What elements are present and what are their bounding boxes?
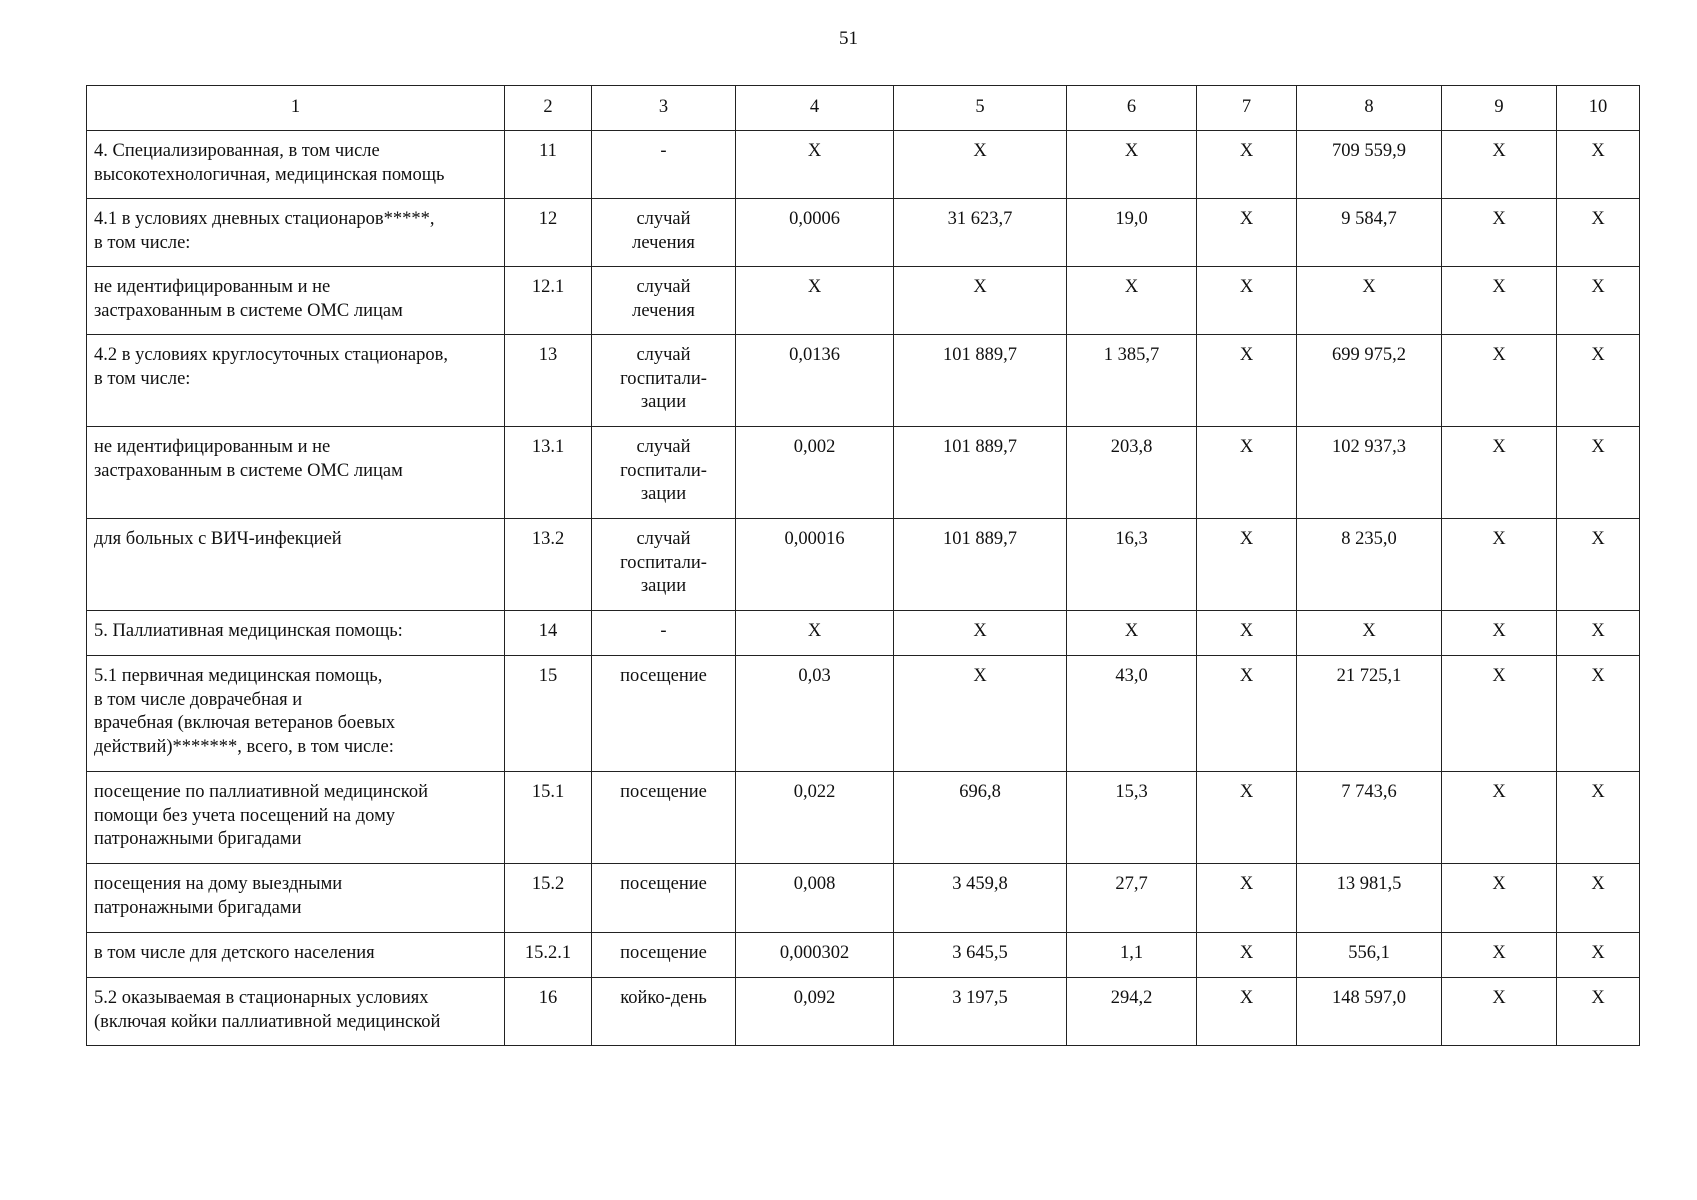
row-unit: посещение	[592, 933, 736, 978]
column-header: 2	[505, 86, 592, 131]
table-row	[87, 199, 1640, 267]
cell-col-9: X	[1442, 519, 1557, 611]
table-row	[87, 131, 1640, 199]
row-unit: случай госпитали- зации	[592, 335, 736, 427]
row-name: 5.2 оказываемая в стационарных условиях (включая койки паллиативной медицинской	[87, 978, 505, 1046]
column-header: 1	[87, 86, 505, 131]
column-header: 8	[1297, 86, 1442, 131]
cell-col-10: X	[1557, 656, 1640, 772]
cell-col-9: X	[1442, 772, 1557, 864]
cell-col-8: X	[1297, 267, 1442, 335]
cell-col-7: X	[1197, 199, 1297, 267]
row-code: 15.2	[505, 864, 592, 933]
table-row	[87, 772, 1640, 864]
cell-col-10: X	[1557, 199, 1640, 267]
cell-col-6: 16,3	[1067, 519, 1197, 611]
row-code: 15.2.1	[505, 933, 592, 978]
table-row	[87, 611, 1640, 656]
cell-col-9: X	[1442, 611, 1557, 656]
row-code: 16	[505, 978, 592, 1046]
row-code: 12	[505, 199, 592, 267]
row-name: посещение по паллиативной медицинской помощи без учета посещений на дому патронажными бригадами	[87, 772, 505, 864]
row-name: 5. Паллиативная медицинская помощь:	[87, 611, 505, 656]
cell-col-4: 0,022	[736, 772, 894, 864]
cell-col-8: 8 235,0	[1297, 519, 1442, 611]
row-unit: случай госпитали- зации	[592, 519, 736, 611]
cell-col-10: X	[1557, 864, 1640, 933]
cell-col-6: 27,7	[1067, 864, 1197, 933]
cell-col-5: X	[894, 131, 1067, 199]
row-unit: случай лечения	[592, 267, 736, 335]
row-name: для больных с ВИЧ-инфекцией	[87, 519, 505, 611]
cell-col-10: X	[1557, 611, 1640, 656]
row-name: 4.2 в условиях круглосуточных стационаров, в том числе:	[87, 335, 505, 427]
cell-col-5: 101 889,7	[894, 335, 1067, 427]
row-unit: случай лечения	[592, 199, 736, 267]
table-row	[87, 267, 1640, 335]
cell-col-6: X	[1067, 267, 1197, 335]
row-name: 4.1 в условиях дневных стационаров*****, в том числе:	[87, 199, 505, 267]
row-code: 12.1	[505, 267, 592, 335]
cell-col-5: 696,8	[894, 772, 1067, 864]
table-row	[87, 933, 1640, 978]
cell-col-7: X	[1197, 131, 1297, 199]
cell-col-4: 0,002	[736, 427, 894, 519]
cell-col-4: X	[736, 611, 894, 656]
cell-col-4: 0,000302	[736, 933, 894, 978]
cell-col-8: 21 725,1	[1297, 656, 1442, 772]
cell-col-7: X	[1197, 933, 1297, 978]
row-code: 13.1	[505, 427, 592, 519]
page-number: 51	[839, 28, 858, 49]
cell-col-8: 709 559,9	[1297, 131, 1442, 199]
cell-col-6: 15,3	[1067, 772, 1197, 864]
cell-col-8: 7 743,6	[1297, 772, 1442, 864]
cell-col-9: X	[1442, 656, 1557, 772]
cell-col-6: 294,2	[1067, 978, 1197, 1046]
cell-col-9: X	[1442, 267, 1557, 335]
cell-col-5: 3 459,8	[894, 864, 1067, 933]
cell-col-10: X	[1557, 978, 1640, 1046]
cell-col-6: 1,1	[1067, 933, 1197, 978]
cell-col-4: 0,008	[736, 864, 894, 933]
cell-col-4: X	[736, 267, 894, 335]
cell-col-10: X	[1557, 772, 1640, 864]
cell-col-7: X	[1197, 427, 1297, 519]
cell-col-4: 0,092	[736, 978, 894, 1046]
column-header: 4	[736, 86, 894, 131]
cell-col-8: X	[1297, 611, 1442, 656]
row-code: 13.2	[505, 519, 592, 611]
cell-col-10: X	[1557, 131, 1640, 199]
cell-col-5: 101 889,7	[894, 427, 1067, 519]
cell-col-9: X	[1442, 131, 1557, 199]
column-header: 7	[1197, 86, 1297, 131]
cell-col-9: X	[1442, 864, 1557, 933]
cell-col-9: X	[1442, 199, 1557, 267]
table-row	[87, 978, 1640, 1046]
cell-col-5: X	[894, 611, 1067, 656]
cell-col-6: 43,0	[1067, 656, 1197, 772]
cell-col-8: 13 981,5	[1297, 864, 1442, 933]
column-header: 3	[592, 86, 736, 131]
cell-col-9: X	[1442, 427, 1557, 519]
cell-col-7: X	[1197, 656, 1297, 772]
row-name: 4. Специализированная, в том числе высокотехнологичная, медицинская помощь	[87, 131, 505, 199]
row-unit: посещение	[592, 772, 736, 864]
cell-col-8: 699 975,2	[1297, 335, 1442, 427]
cell-col-4: 0,0136	[736, 335, 894, 427]
column-header: 6	[1067, 86, 1197, 131]
cell-col-5: 101 889,7	[894, 519, 1067, 611]
cell-col-7: X	[1197, 864, 1297, 933]
cell-col-6: X	[1067, 131, 1197, 199]
cell-col-7: X	[1197, 267, 1297, 335]
row-code: 14	[505, 611, 592, 656]
cell-col-8: 9 584,7	[1297, 199, 1442, 267]
cell-col-10: X	[1557, 335, 1640, 427]
cell-col-10: X	[1557, 519, 1640, 611]
row-name: в том числе для детского населения	[87, 933, 505, 978]
cell-col-5: X	[894, 267, 1067, 335]
row-unit: случай госпитали- зации	[592, 427, 736, 519]
cell-col-10: X	[1557, 267, 1640, 335]
cell-col-8: 148 597,0	[1297, 978, 1442, 1046]
cell-col-9: X	[1442, 933, 1557, 978]
row-code: 11	[505, 131, 592, 199]
cell-col-8: 102 937,3	[1297, 427, 1442, 519]
cell-col-7: X	[1197, 611, 1297, 656]
row-code: 15	[505, 656, 592, 772]
cell-col-5: 3 197,5	[894, 978, 1067, 1046]
row-name: не идентифицированным и не застрахованным в системе ОМС лицам	[87, 267, 505, 335]
cell-col-7: X	[1197, 978, 1297, 1046]
row-code: 15.1	[505, 772, 592, 864]
cell-col-7: X	[1197, 519, 1297, 611]
cell-col-4: 0,00016	[736, 519, 894, 611]
row-name: 5.1 первичная медицинская помощь, в том числе доврачебная и врачебная (включая ветеранов боевых действий)*******, всего, в том числе:	[87, 656, 505, 772]
cell-col-10: X	[1557, 427, 1640, 519]
cell-col-4: X	[736, 131, 894, 199]
row-unit: койко-день	[592, 978, 736, 1046]
cell-col-6: 1 385,7	[1067, 335, 1197, 427]
row-unit: -	[592, 611, 736, 656]
column-header: 5	[894, 86, 1067, 131]
cell-col-7: X	[1197, 335, 1297, 427]
cell-col-9: X	[1442, 335, 1557, 427]
cell-col-4: 0,0006	[736, 199, 894, 267]
cell-col-7: X	[1197, 772, 1297, 864]
cell-col-5: 31 623,7	[894, 199, 1067, 267]
row-unit: -	[592, 131, 736, 199]
cell-col-6: 19,0	[1067, 199, 1197, 267]
table-row	[87, 864, 1640, 933]
cell-col-6: 203,8	[1067, 427, 1197, 519]
cell-col-4: 0,03	[736, 656, 894, 772]
row-name: не идентифицированным и не застрахованным в системе ОМС лицам	[87, 427, 505, 519]
header-row	[87, 86, 1640, 131]
cell-col-10: X	[1557, 933, 1640, 978]
cell-col-8: 556,1	[1297, 933, 1442, 978]
row-unit: посещение	[592, 656, 736, 772]
table-row	[87, 335, 1640, 427]
table-row	[87, 427, 1640, 519]
table-row	[87, 519, 1640, 611]
cell-col-5: X	[894, 656, 1067, 772]
cell-col-5: 3 645,5	[894, 933, 1067, 978]
column-header: 10	[1557, 86, 1640, 131]
row-code: 13	[505, 335, 592, 427]
cell-col-6: X	[1067, 611, 1197, 656]
row-unit: посещение	[592, 864, 736, 933]
table-row	[87, 656, 1640, 772]
column-header: 9	[1442, 86, 1557, 131]
data-table	[86, 85, 1640, 1046]
row-name: посещения на дому выездными патронажными бригадами	[87, 864, 505, 933]
cell-col-9: X	[1442, 978, 1557, 1046]
